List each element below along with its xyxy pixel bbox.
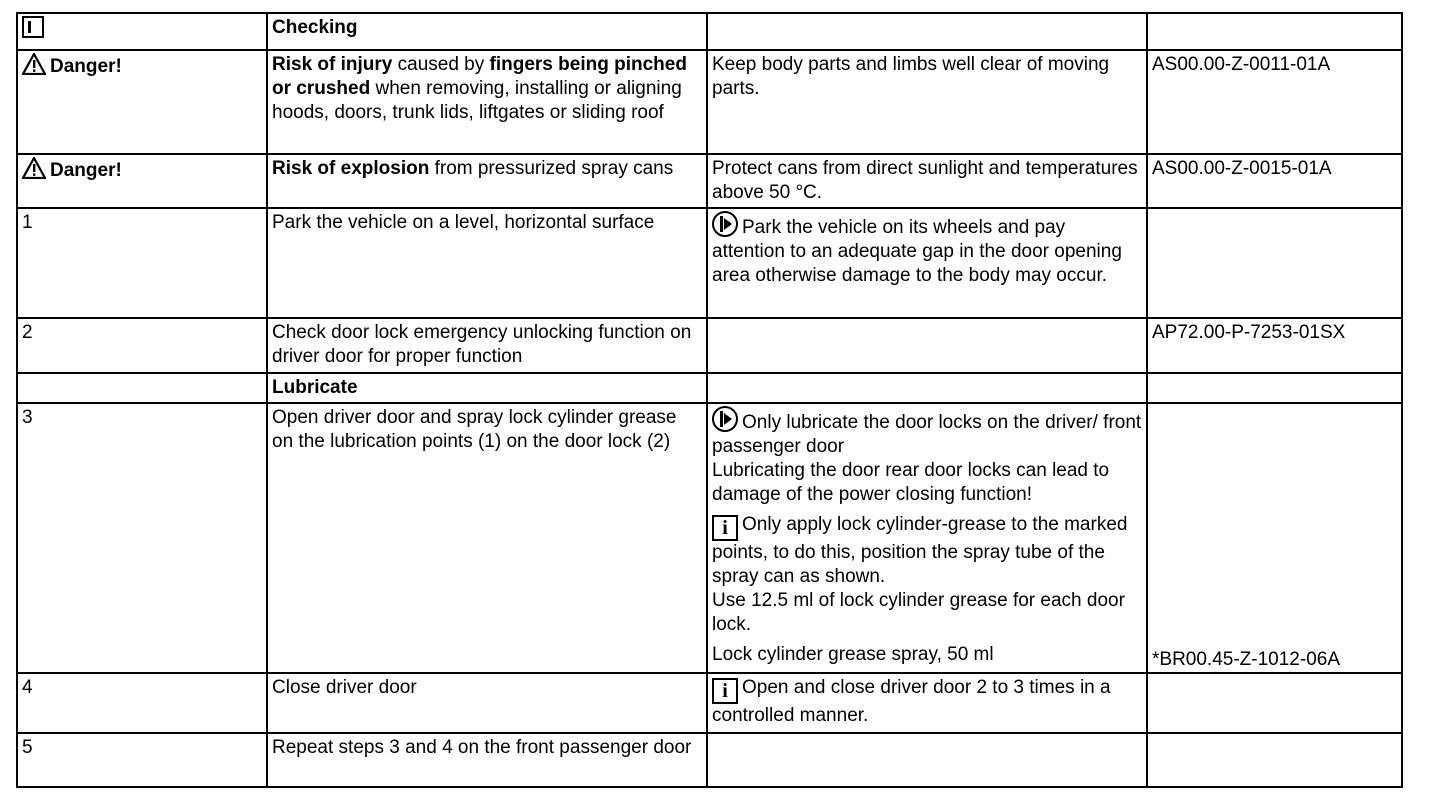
desc-cell	[267, 318, 707, 373]
reference-link[interactable]: AS00.00-Z-0011-01A	[1152, 54, 1331, 75]
hazard-title: Risk of explosion	[272, 158, 430, 179]
table-row	[17, 154, 1402, 208]
step-cell	[17, 373, 267, 403]
danger-label: Danger!	[50, 56, 122, 77]
table-row	[17, 318, 1402, 373]
hazard-text: caused by	[392, 54, 490, 75]
note-cell	[707, 208, 1147, 318]
step-number: 2	[22, 322, 33, 343]
ref-cell	[1147, 373, 1402, 403]
warning-triangle-icon	[22, 157, 46, 186]
table-row	[17, 673, 1402, 733]
material-text: Lock cylinder grease spray, 50 ml	[712, 644, 994, 665]
procedure-table	[16, 12, 1403, 788]
ref-cell	[1147, 154, 1402, 208]
note-block	[712, 406, 1142, 459]
step-cell	[17, 318, 267, 373]
desc-cell	[267, 733, 707, 787]
table-row	[17, 50, 1402, 154]
step-text: Park the vehicle on a level, horizontal surface	[272, 212, 655, 233]
info-text: Use 12.5 ml of lock cylinder grease for each door lock.	[712, 590, 1125, 635]
note-cell	[707, 733, 1147, 787]
warning-triangle-icon	[22, 53, 46, 82]
table-row	[17, 733, 1402, 787]
step-number: 3	[22, 407, 33, 428]
ref-cell	[1147, 733, 1402, 787]
step-cell	[17, 673, 267, 733]
section-title: Checking	[272, 17, 358, 38]
note-text: Protect cans from direct sunlight and temperatures above 50 °C.	[712, 158, 1138, 203]
step-text: Check door lock emergency unlocking function on driver door for proper function	[272, 322, 692, 367]
danger-label: Danger!	[50, 160, 122, 181]
desc-cell	[267, 673, 707, 733]
header-note-cell	[707, 13, 1147, 50]
header-ref-cell	[1147, 13, 1402, 50]
table-row	[17, 208, 1402, 318]
section-row	[17, 373, 1402, 403]
step-cell	[17, 733, 267, 787]
ref-cell	[1147, 318, 1402, 373]
step-cell	[17, 403, 267, 673]
desc-cell	[267, 373, 707, 403]
hazard-text: from pressurized spray cans	[429, 158, 674, 179]
ref-cell	[1147, 403, 1402, 673]
desc-cell	[267, 403, 707, 673]
step-text: Open driver door and spray lock cylinder grease on the lubrication points (1) on the door lock (2)	[272, 407, 677, 452]
step-cell	[17, 208, 267, 318]
note-text: Keep body parts and limbs well clear of moving parts.	[712, 54, 1110, 99]
reference-link[interactable]: AP72.00-P-7253-01SX	[1152, 322, 1346, 343]
note-cell	[707, 318, 1147, 373]
note-cell	[707, 50, 1147, 154]
ref-cell	[1147, 50, 1402, 154]
note-circle-icon	[712, 211, 738, 237]
table-row	[17, 403, 1402, 673]
desc-cell	[267, 50, 707, 154]
hazard-context: when removing, installing or aligning hoods, doors, trunk lids, liftgates or sliding roof	[272, 78, 682, 123]
back-arrow-icon[interactable]	[22, 16, 44, 38]
desc-cell	[267, 154, 707, 208]
step-number: 1	[22, 212, 33, 233]
hazard-cause: fingers being pinched or crushed	[272, 54, 687, 99]
info-block	[712, 513, 1142, 589]
step-number: 5	[22, 737, 33, 758]
note-cell	[707, 154, 1147, 208]
ref-cell	[1147, 208, 1402, 318]
hazard-title: Risk of injury	[272, 54, 393, 75]
ref-cell	[1147, 673, 1402, 733]
note-circle-icon	[712, 406, 738, 432]
note-cell	[707, 673, 1147, 733]
note-text: Lubricating the door rear door locks can lead to damage of the power closing function!	[712, 460, 1110, 505]
info-box-icon: i	[712, 515, 738, 541]
note-text: Only lubricate the door locks on the driver/ front passenger door	[712, 412, 1142, 457]
step-text: Close driver door	[272, 677, 417, 698]
header-row	[17, 13, 1402, 50]
header-step-cell	[17, 13, 267, 50]
info-text: Open and close driver door 2 to 3 times in a controlled manner.	[712, 677, 1111, 726]
info-box-icon: i	[712, 678, 738, 704]
reference-link[interactable]: *BR00.45-Z-1012-06A	[1152, 649, 1340, 670]
desc-cell	[267, 208, 707, 318]
step-number: 4	[22, 677, 33, 698]
info-text: Only apply lock cylinder-grease to the marked points, to do this, position the spray tube of the spray can as shown.	[712, 514, 1128, 587]
step-cell	[17, 50, 267, 154]
reference-link[interactable]: AS00.00-Z-0015-01A	[1152, 158, 1332, 179]
section-title: Lubricate	[272, 377, 358, 398]
note-text: Park the vehicle on its wheels and pay attention to an adequate gap in the door opening area otherwise damage to the body may occur.	[712, 217, 1122, 286]
header-title-cell	[267, 13, 707, 50]
note-cell	[707, 403, 1147, 673]
step-text: Repeat steps 3 and 4 on the front passenger door	[272, 737, 692, 758]
note-cell	[707, 373, 1147, 403]
step-cell	[17, 154, 267, 208]
